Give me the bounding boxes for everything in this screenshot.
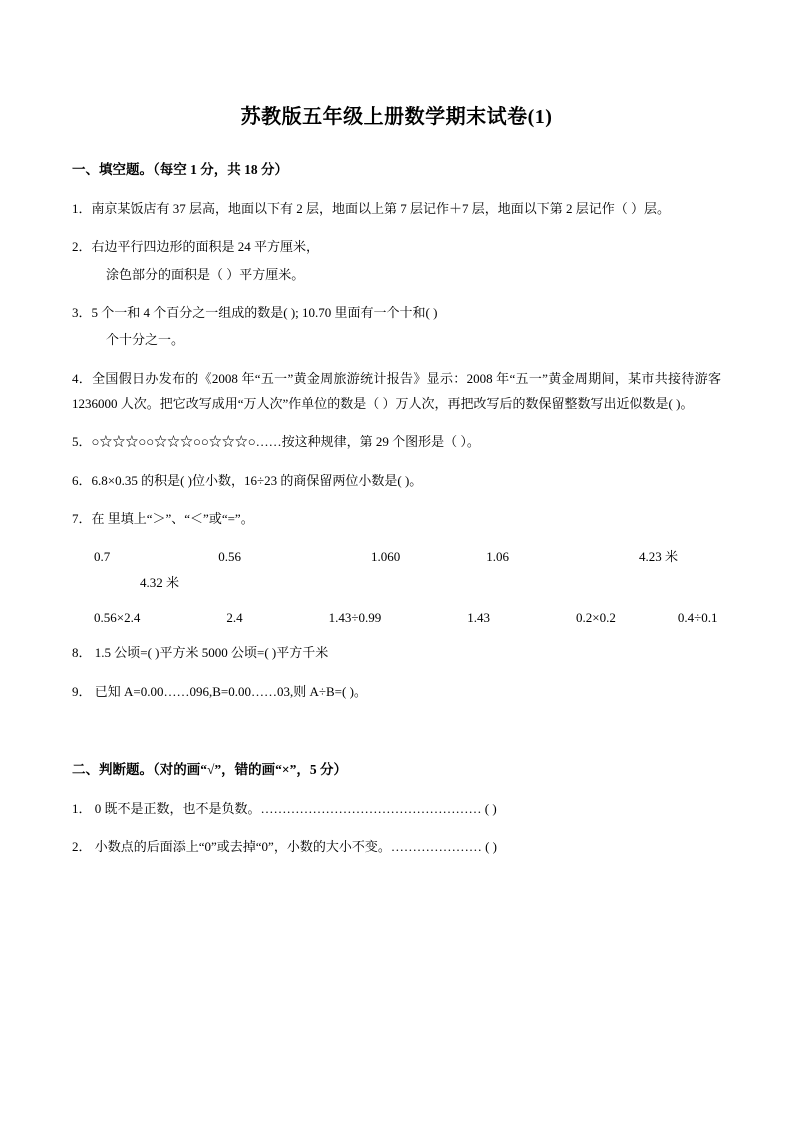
section-heading-true-false: 二、判断题。（对的画“√”，错的画“×”，5 分） [72, 762, 347, 778]
compare-row-1-cell-1: 0.7 [94, 549, 111, 565]
question-8: 8． 1.5 公顷=( )平方米 5000 公顷=( )平方千米 [72, 645, 329, 661]
section-heading-fill-in-blanks: 一、填空题。（每空 1 分，共 18 分） [72, 162, 288, 177]
tf-question-2: 2． 小数点的后面添上“0”或去掉“0”，小数的大小不变。………………… ( ) [72, 839, 497, 855]
question-3: 3．5 个一和 4 个百分之一组成的数是( ); 10.70 里面有一个十和( ) [72, 304, 438, 320]
tf-question-1: 1． 0 既不是正数，也不是负数。…………………………………………… ( ) [72, 801, 497, 817]
question-3-continuation: 个十分之一。 [106, 332, 185, 348]
compare-row-2-cell-6: 0.4÷0.1 [677, 610, 718, 626]
compare-row-2-cell-5: 0.2×0.2 [575, 610, 616, 626]
compare-row-2-cell-3: 1.43÷0.99 [328, 610, 382, 626]
question-7: 7．在 里填上“＞”、“＜”或“=”。 [72, 511, 254, 527]
page-title: 苏教版五年级上册数学期末试卷(1) [240, 106, 553, 128]
question-1: 1．南京某饭店有 37 层高，地面以下有 2 层，地面以上第 7 层记作＋7 层，地面以下第 2 层记作（ ）层。 [72, 200, 671, 216]
question-6: 6．6.8×0.35 的积是( )位小数，16÷23 的商保留两位小数是( )。 [72, 472, 423, 488]
compare-row-2-cell-4: 1.43 [467, 610, 490, 626]
compare-row-1-cell-3: 1.060 [371, 549, 401, 565]
section-spacer [72, 717, 721, 743]
question-2: 2．右边平行四边形的面积是 24 平方厘米， [72, 239, 320, 255]
question-9: 9． 已知 A=0.00……096,B=0.00……03,则 A÷B=( )。 [72, 683, 367, 699]
compare-row-1-cell-4: 1.06 [486, 549, 509, 565]
question-2-continuation: 涂色部分的面积是（ ）平方厘米。 [106, 266, 305, 282]
compare-row-1-cell-2: 0.56 [218, 549, 241, 565]
compare-row-1-cell-6: 4.32 米 [140, 574, 180, 590]
compare-row-2-cell-1: 0.56×2.4 [94, 610, 141, 626]
compare-row-1-cell-5: 4.23 米 [639, 549, 679, 565]
compare-row-1 [72, 544, 721, 595]
compare-row-2-cell-2: 2.4 [226, 610, 243, 626]
question-5: 5．○☆☆☆○○☆☆☆○○☆☆☆○……按这种规律，第 29 个图形是（ ）。 [72, 434, 480, 450]
compare-row-2 [72, 605, 721, 630]
question-4: 4．全国假日办发布的《2008 年“五一”黄金周旅游统计报告》显示：2008 年“五一”黄金周期间，某市共接待游客 1236000 人次。把它改写成用“万人次”作单位的数是（ ）万人次，再把改写后的数保留整数写出近似数是( )。 [72, 370, 721, 411]
